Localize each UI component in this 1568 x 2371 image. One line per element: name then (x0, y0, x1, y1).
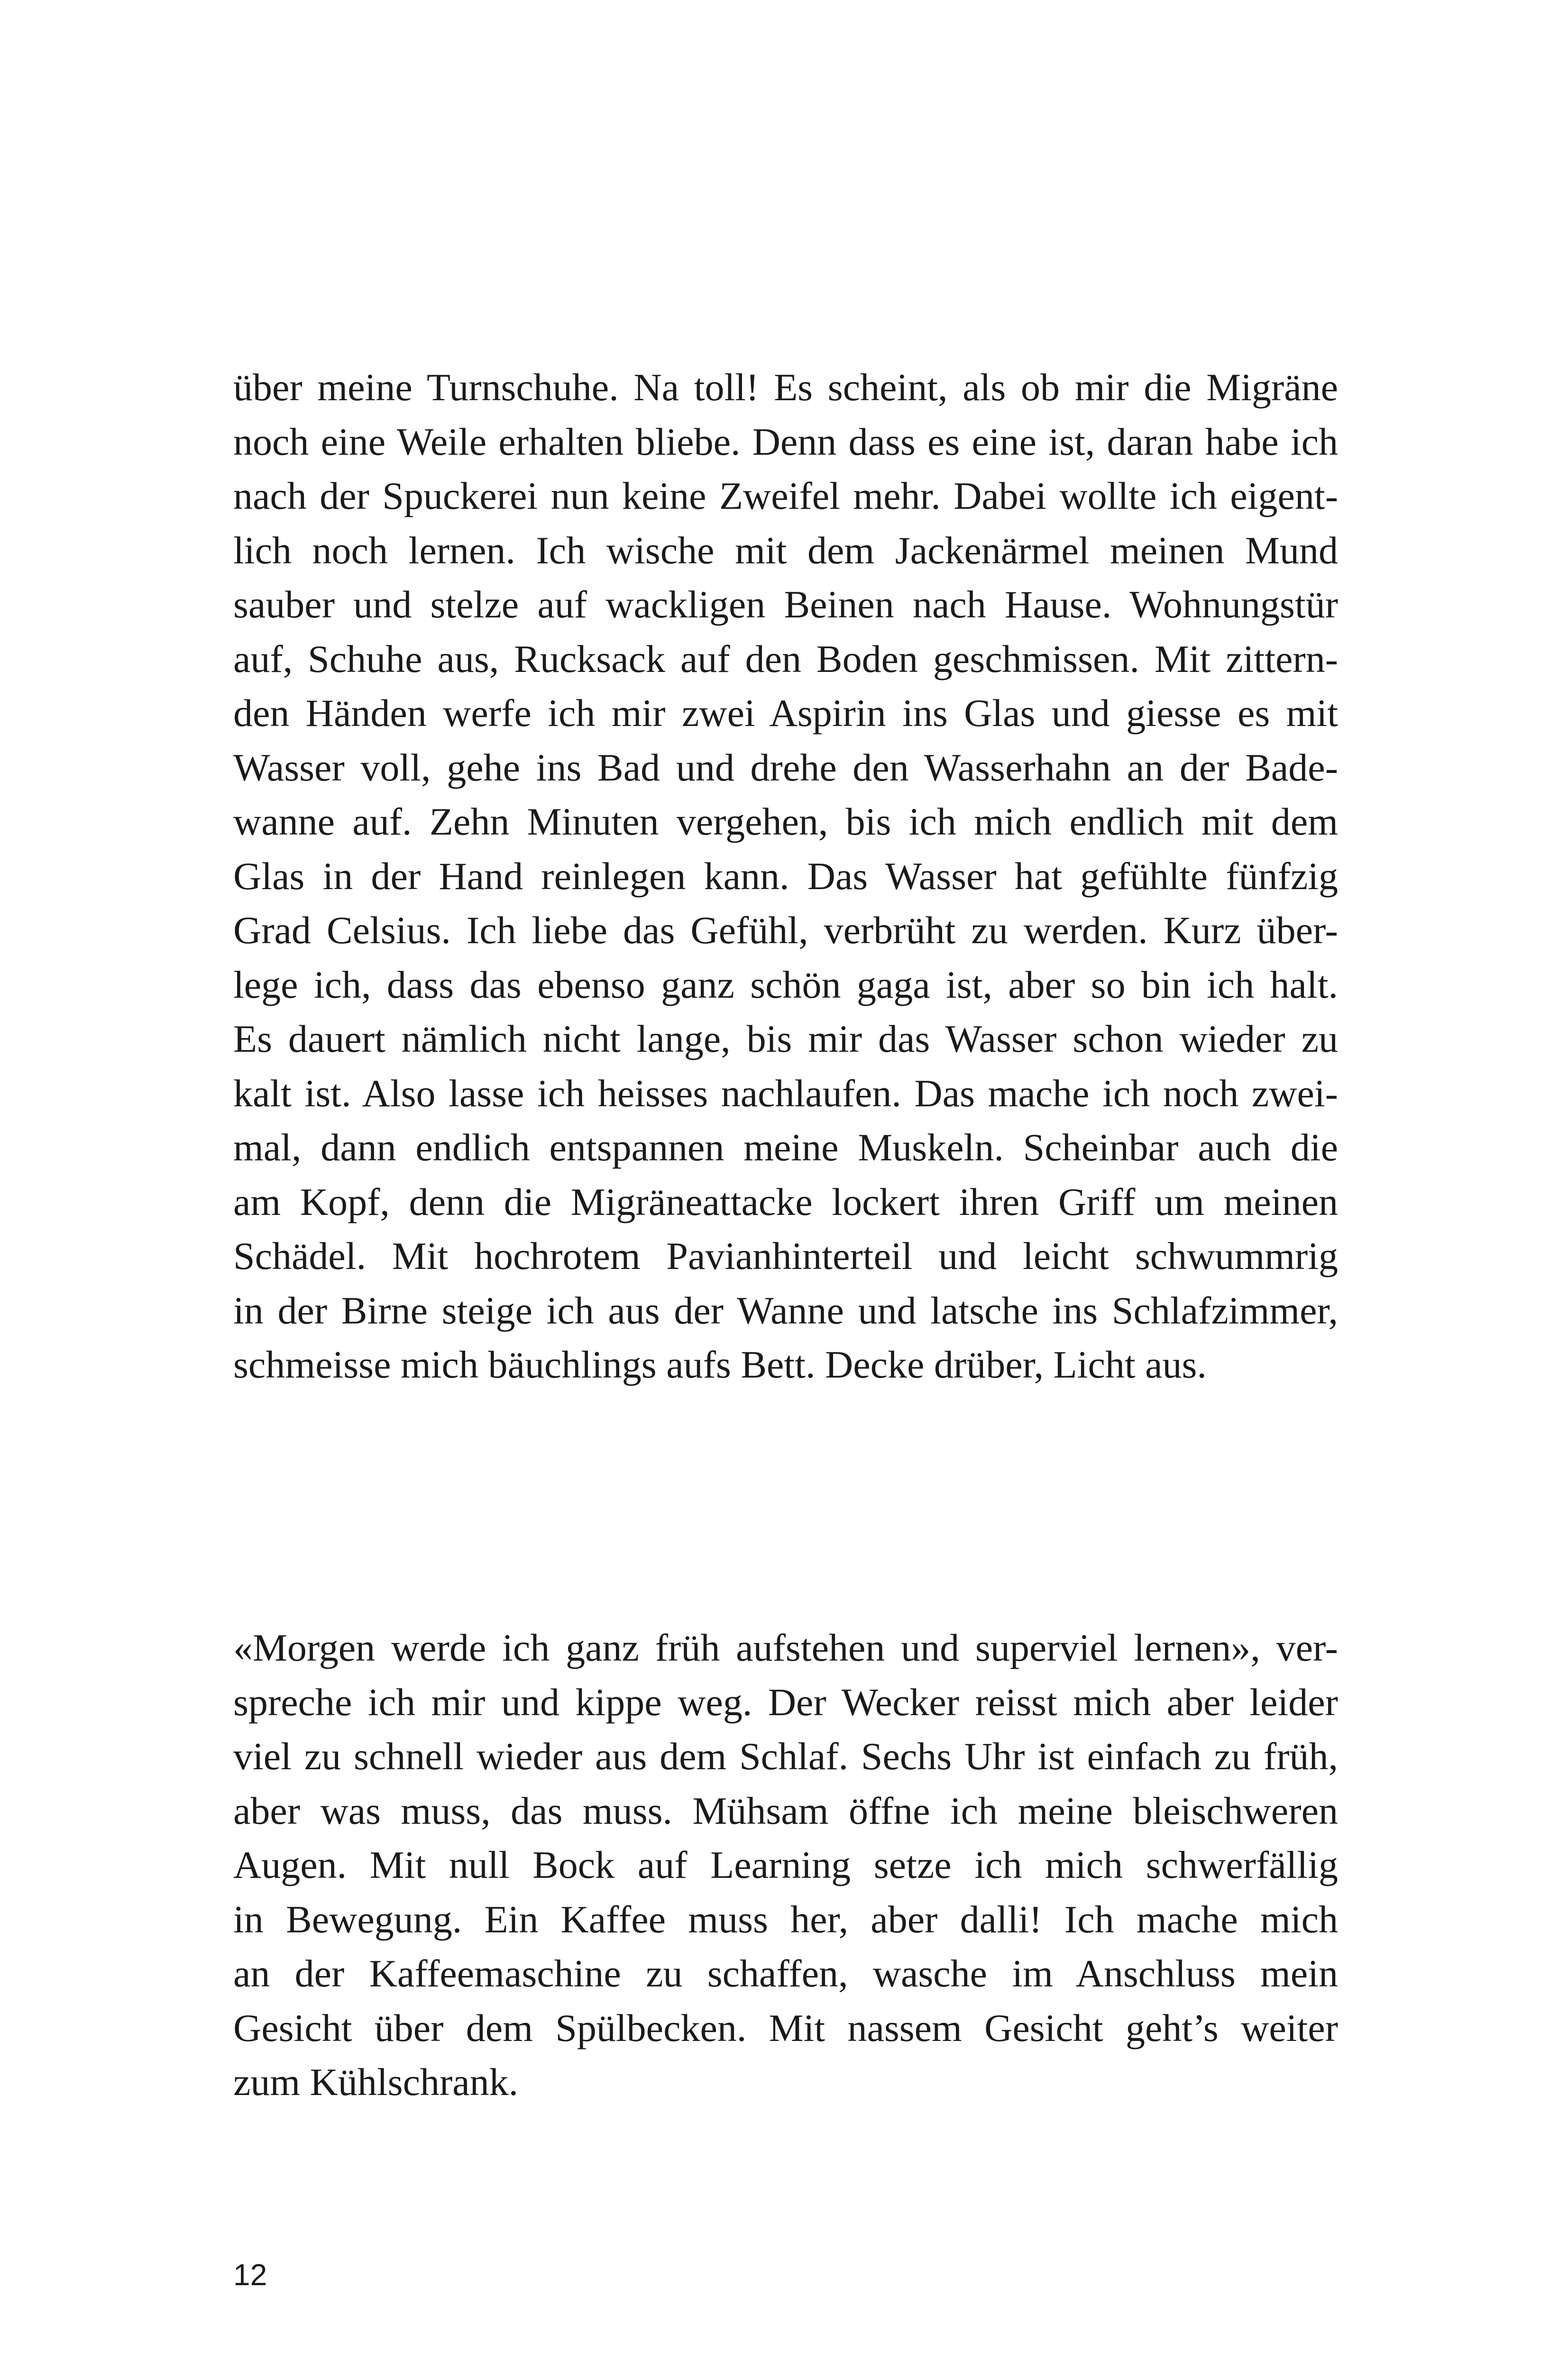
text-line: in der Birne steige ich aus der Wanne und latsche ins Schlafzimmer, (233, 1288, 1338, 1332)
text-line: lege ich, dass das ebenso ganz schön gaga ist, aber so bin ich halt. (233, 963, 1338, 1006)
text-line: schmeisse mich bäuchlings aufs Bett. Decke drüber, Licht aus. (233, 1343, 1207, 1386)
page-number: 12 (233, 2258, 267, 2292)
text-line: nach der Spuckerei nun keine Zweifel mehr. Dabei wollte ich eigent- (233, 474, 1338, 517)
text-line: spreche ich mir und kippe weg. Der Wecker reisst mich aber leider (233, 1680, 1338, 1724)
text-line: kalt ist. Also lasse ich heisses nachlaufen. Das mache ich noch zwei- (233, 1071, 1338, 1115)
text-line: Gesicht über dem Spülbecken. Mit nassem Gesicht geht’s weiter (233, 2006, 1338, 2049)
text-line: aber was muss, das muss. Mühsam öffne ich meine bleischweren (233, 1789, 1338, 1832)
text-line: «Morgen werde ich ganz früh aufstehen und superviel lernen», ver- (233, 1626, 1338, 1669)
text-line: an der Kaffeemaschine zu schaffen, wasche im Anschluss mein (233, 1952, 1338, 1995)
text-line: Es dauert nämlich nicht lange, bis mir das Wasser schon wieder zu (233, 1017, 1338, 1060)
text-line: sauber und stelze auf wackligen Beinen nach Hause. Wohnungstür (233, 583, 1338, 626)
text-line: Wasser voll, gehe ins Bad und drehe den Wasserhahn an der Bade- (233, 745, 1338, 789)
text-line: den Händen werfe ich mir zwei Aspirin ins Glas und giesse es mit (233, 691, 1338, 735)
text-line: zum Kühlschrank. (233, 2060, 519, 2104)
text-line: wanne auf. Zehn Minuten vergehen, bis ich mich endlich mit dem (233, 800, 1338, 843)
paragraph-2 (233, 1621, 1338, 2110)
text-line: über meine Turnschuhe. Na toll! Es scheint, als ob mir die Migräne (233, 366, 1338, 409)
text-line: noch eine Weile erhalten bliebe. Denn dass es eine ist, daran habe ich (233, 420, 1338, 463)
paragraph-1 (233, 360, 1338, 1392)
text-line: auf, Schuhe aus, Rucksack auf den Boden geschmissen. Mit zittern- (233, 637, 1338, 680)
text-line: am Kopf, denn die Migräneattacke lockert ihren Griff um meinen (233, 1180, 1338, 1223)
text-line: Augen. Mit null Bock auf Learning setze ich mich schwerfällig (233, 1843, 1338, 1886)
text-line: viel zu schnell wieder aus dem Schlaf. Sechs Uhr ist einfach zu früh, (233, 1735, 1338, 1778)
text-line: mal, dann endlich entspannen meine Muskeln. Scheinbar auch die (233, 1126, 1338, 1169)
text-line: Grad Celsius. Ich liebe das Gefühl, verbrüht zu werden. Kurz über- (233, 909, 1338, 952)
text-line: in Bewegung. Ein Kaffee muss her, aber dalli! Ich mache mich (233, 1897, 1338, 1941)
text-line: Schädel. Mit hochrotem Pavianhinterteil und leicht schwummrig (233, 1234, 1338, 1277)
text-line: Glas in der Hand reinlegen kann. Das Wasser hat gefühlte fünfzig (233, 854, 1338, 898)
text-line: lich noch lernen. Ich wische mit dem Jackenärmel meinen Mund (233, 528, 1338, 572)
